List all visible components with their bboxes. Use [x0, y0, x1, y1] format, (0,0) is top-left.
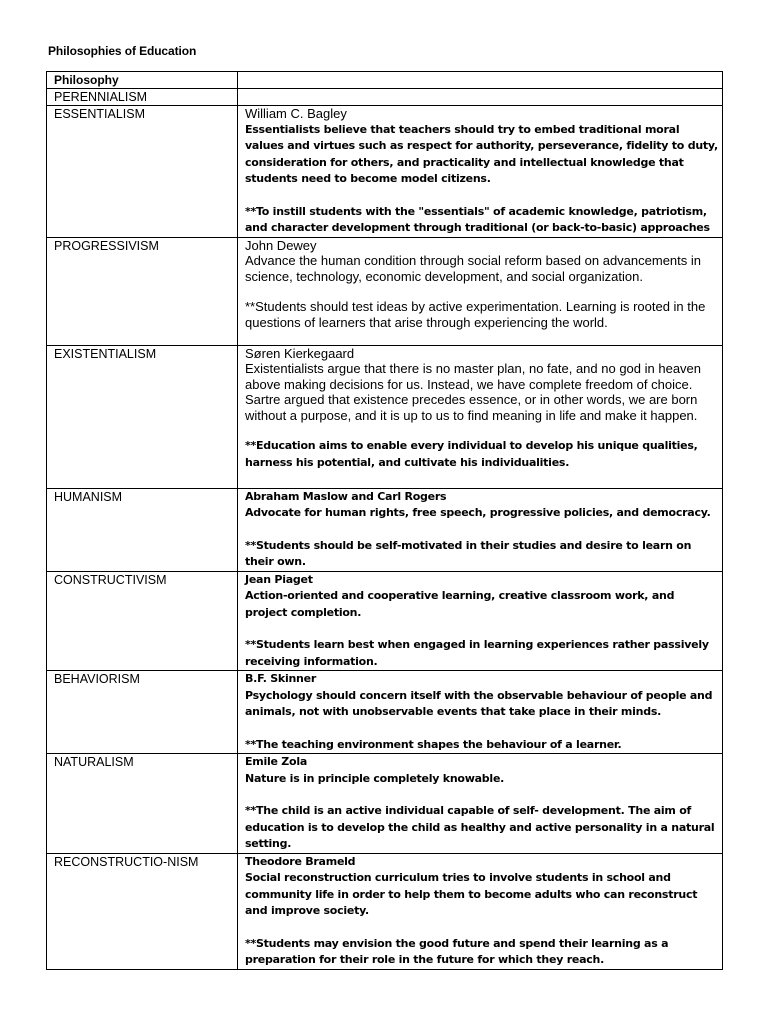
table-row — [47, 853, 723, 969]
table-row — [47, 488, 723, 571]
header-philosophy: Philosophy — [47, 72, 238, 89]
details-cell — [238, 345, 723, 488]
philosophy-name: EXISTENTIALISM — [54, 346, 157, 361]
philosophy-cell — [47, 345, 238, 488]
description: Advocate for human rights, free speech, progressive policies, and democracy. — [245, 506, 711, 519]
details-cell — [238, 853, 723, 969]
details-cell — [238, 571, 723, 671]
table-header-row — [47, 72, 723, 89]
description: Essentialists believe that teachers should try to embed traditional moral values and virtues such as respect for authority, perseverance, fidelity to duty, consideration for others, and practicality and intellectual knowledge that students need to become model citizens. — [245, 122, 718, 185]
note: **The child is an active individual capable of self- development. The aim of education is to develop the child as healthy and active personality in a natural setting. — [245, 804, 715, 850]
details-cell — [238, 488, 723, 571]
philosophy-cell — [47, 754, 238, 854]
proponent: B.F. Skinner — [245, 672, 317, 685]
philosophy-name: NATURALISM — [54, 755, 134, 769]
table-row — [47, 754, 723, 854]
note: **Students learn best when engaged in learning experiences rather passively receiving information. — [245, 638, 709, 668]
description: Action-oriented and cooperative learning, creative classroom work, and project completion. — [245, 589, 675, 619]
description: Advance the human condition through social reform based on advancements in science, technology, economic development, and social organization. — [245, 253, 702, 284]
note: **Students should be self-motivated in their studies and desire to learn on their own. — [245, 538, 692, 568]
note: **To instill students with the "essentials" of academic knowledge, patriotism, and character development through traditional (or back-to-basic) approaches — [245, 204, 710, 234]
philosophy-name: RECONSTRUCTIO-NISM — [54, 854, 199, 869]
philosophy-name: PROGRESSIVISM — [54, 238, 159, 253]
proponent: Emile Zola — [245, 755, 308, 768]
table-row — [47, 106, 723, 238]
philosophy-name: BEHAVIORISM — [54, 672, 140, 686]
header-details — [238, 72, 723, 89]
philosophy-cell — [47, 488, 238, 571]
note: **The teaching environment shapes the behaviour of a learner. — [245, 737, 622, 751]
proponent: Jean Piaget — [245, 572, 313, 586]
proponent: William C. Bagley — [245, 106, 347, 121]
proponent: Søren Kierkegaard — [245, 345, 355, 361]
description: Social reconstruction curriculum tries to involve students in school and community life in order to help them to become adults who can reconstruct and improve society. — [245, 871, 698, 917]
details-cell — [238, 237, 723, 345]
note: **Students may envision the good future and spend their learning as a preparation for their role in the future for which they reach. — [245, 936, 669, 966]
details-cell — [238, 106, 723, 238]
philosophy-name: PERENNIALISM — [54, 90, 148, 104]
details-cell — [238, 754, 723, 854]
description: Nature is in principle completely knowable. — [245, 771, 505, 785]
note: **Students should test ideas by active experimentation. Learning is rooted in the questions of learners that arise through experiencing the world. — [245, 299, 706, 330]
table-row — [47, 345, 723, 488]
philosophy-cell — [47, 571, 238, 671]
description: Existentialists argue that there is no master plan, no fate, and no god in heaven above making decisions for us. Instead, we have complete freedom of choice. Sartre argued that existence precedes essence, or in other words, we are born without a purpose, and it is up to us to find meaning in life and make it happen. — [245, 361, 702, 423]
philosophy-cell — [47, 853, 238, 969]
note: **Education aims to enable every individual to develop his unique qualities, harness his potential, and cultivate his individualities. — [245, 439, 698, 469]
philosophy-cell — [47, 671, 238, 754]
philosophy-cell — [47, 237, 238, 345]
philosophy-name: CONSTRUCTIVISM — [54, 572, 167, 587]
philosophy-name: HUMANISM — [54, 489, 123, 504]
details-cell — [238, 89, 723, 106]
proponent: Abraham Maslow and Carl Rogers — [245, 489, 447, 503]
table-row — [47, 89, 723, 106]
document-title: Philosophies of Education — [48, 44, 197, 58]
proponent: John Dewey — [245, 237, 317, 253]
philosophies-table — [46, 71, 723, 970]
table-row — [47, 671, 723, 754]
philosophy-cell — [47, 106, 238, 238]
philosophy-cell — [47, 89, 238, 106]
table-row — [47, 237, 723, 345]
proponent: Theodore Brameld — [245, 854, 356, 868]
philosophy-name: ESSENTIALISM — [54, 107, 145, 121]
details-cell — [238, 671, 723, 754]
description: Psychology should concern itself with the observable behaviour of people and animals, not with unobservable events that take place in their minds. — [245, 688, 713, 718]
table-row — [47, 571, 723, 671]
